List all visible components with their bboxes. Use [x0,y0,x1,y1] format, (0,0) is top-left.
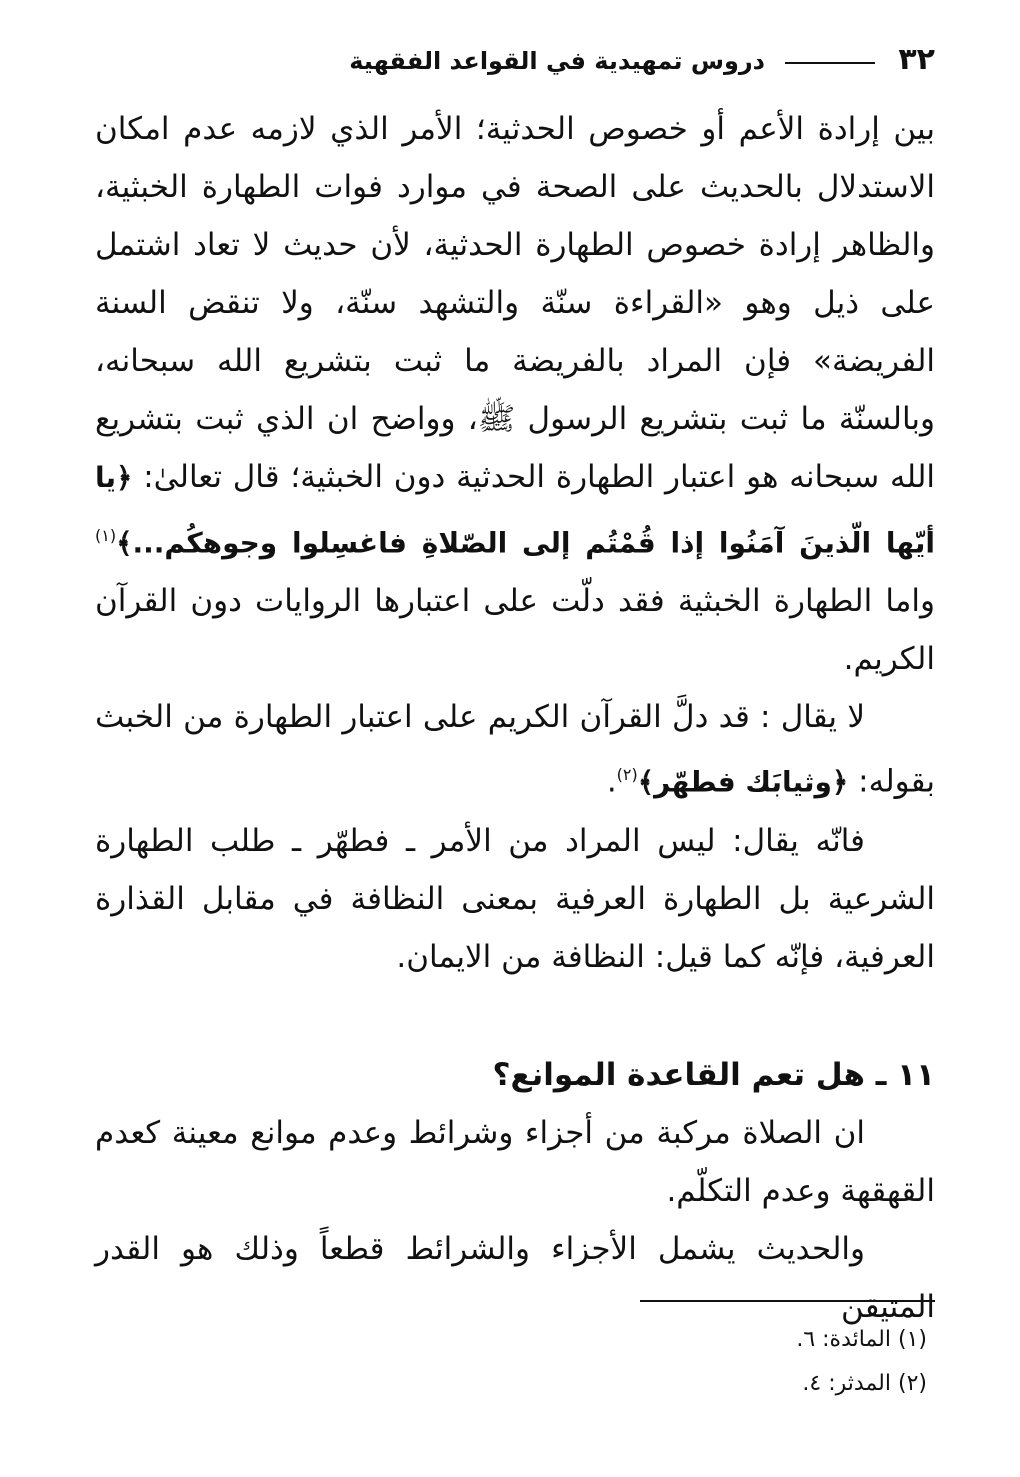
paragraph-intro-end: واما الطهارة الخبثية فقد دلّت على اعتبارها الروايات دون القرآن الكريم. [95,583,935,678]
paragraph-prayer: ان الصلاة مركبة من أجزاء وشرائط وعدم موانع معينة كعدم القهقهة وعدم التكلّم. [95,1114,935,1209]
footnote-item: (٢) المدثر: ٤. [802,1371,927,1396]
paragraph-intro [95,100,935,688]
running-title: دروس تمهيدية في القواعد الفقهية [349,47,765,75]
paragraph-reply: فانّه يقال: ليس المراد من الأمر ـ فطهّر ـ طلب الطهارة الشرعية بل الطهارة العرفية بمعنى النظافة في مقابل القذارة العرفية، فإنّه كما قيل: النظافة من الايمان. [95,822,935,975]
footnote-divider [640,1300,935,1302]
page-header [95,40,935,90]
paragraph-objection-end: . [606,763,617,800]
paragraph-hadith: والحديث يشمل الأجزاء والشرائط قطعاً وذلك هو القدر المتيقن [95,1230,935,1325]
quran-verse: ﴿يا أيّها الّذينَ آمَنُوا إذا قُمْتُم إلى الصّلاةِ فاغسِلوا وجوهكُم...﴾ [95,461,935,560]
main-text [95,100,935,1336]
section-heading: ١١ ـ هل تعم القاعدة الموانع؟ [492,1056,935,1093]
footnotes [95,1318,935,1406]
footnote-ref: (١) [95,526,117,545]
header-divider [785,62,875,64]
quran-verse: ﴿وثيابَك فطهّر﴾ [637,765,849,799]
footnote-ref: (٢) [616,765,638,785]
section-gap [95,986,935,1046]
paragraph-objection [95,688,935,811]
footnote-item: (١) المائدة: ٦. [796,1327,927,1352]
paragraph-intro-text: بين إرادة الأعم أو خصوص الحدثية؛ الأمر الذي لازمه عدم امكان الاستدلال بالحديث على الصحة في موارد فوات الطهارة الخبثية، والظاهر إرادة خصوص الطهارة الحدثية، لأن حديث لا تعاد اشتمل على ذيل وهو «القراءة سنّة والتشهد سنّة، ولا تنقض السنة الفريضة» فإن المراد بالفريضة ما ثبت بتشريع الله سبحانه، وبالسنّة ما ثبت بتشريع الرسول ﷺ، وواضح ان الذي ثبت بتشريع الله سبحانه هو اعتبار الطهارة الحدثية دون الخبثية؛ قال تعالىٰ: [95,111,935,495]
paragraph-objection-text: لا يقال : قد دلَّ القرآن الكريم على اعتبار الطهارة من الخبث بقوله: [95,699,935,800]
page-number: ٣٢ [898,42,935,77]
